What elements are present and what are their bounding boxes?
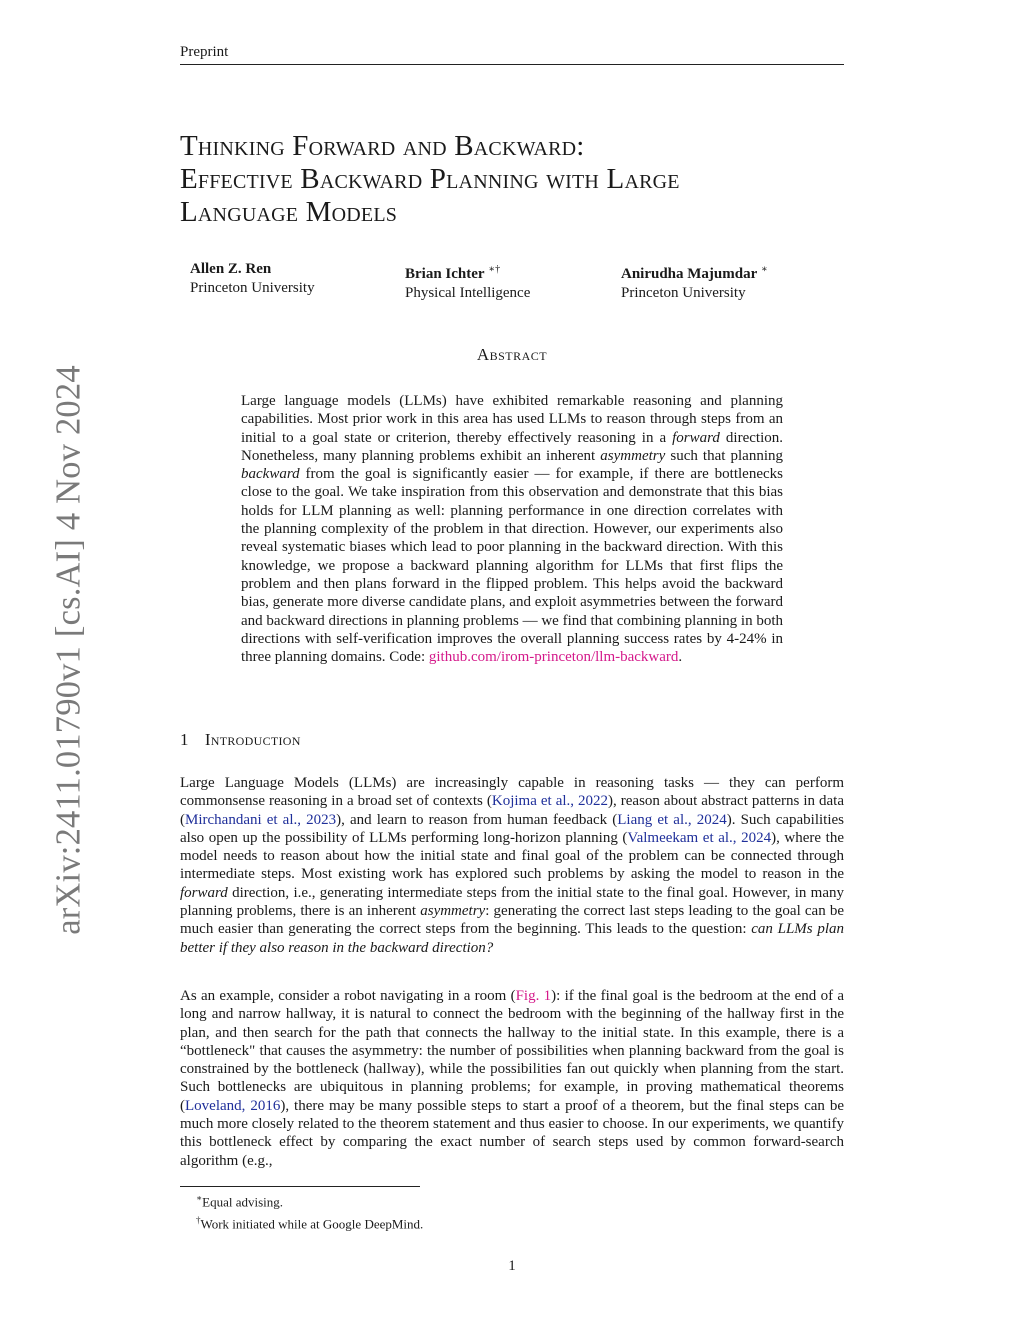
citation-link[interactable]: Liang et al., 2024 [617,811,727,828]
body-text: : generating the correct last steps leading to the goal can be much easier than generating the correct steps from the beginning. This leads to the question: [180,903,845,938]
footnote-divider [180,1186,420,1187]
section-title: Introduction [204,730,301,749]
author-affiliation: Physical Intelligence [405,285,531,301]
abstract-emphasis: backward [241,466,300,483]
title-line: Language Models [180,196,398,228]
author-block [621,260,768,303]
abstract-heading: Abstract [476,345,548,364]
arxiv-stamp-text: arXiv:2411.01790v1 [cs.AI] 4 Nov 2024 [49,365,88,935]
body-emphasis: can LLMs plan better if they also reason in the backward direction? [180,921,844,956]
intro-paragraph-1 [180,774,844,957]
title-line: Effective Backward Planning with Large [180,163,680,195]
paper-title [180,130,844,229]
footnote-text: Equal advising. [202,1194,284,1210]
citation-link[interactable]: Valmeekam et al., 2024 [627,829,772,846]
footnotes [196,1189,423,1234]
body-emphasis: asymmetry [420,903,486,920]
code-link[interactable]: github.com/irom-princeton/llm-backward [428,649,679,666]
arxiv-stamp [49,365,88,935]
citation-link[interactable]: Mirchandani et al., 2023 [185,811,337,828]
abstract-text: direction. Nonetheless, many planning problems exhibit an inherent [241,429,783,464]
intro-paragraph-2 [180,987,844,1170]
author-marks: ∗ [761,264,768,275]
figure-link[interactable]: Fig. 1 [515,988,552,1004]
body-text: ), where the model needs to reason about how the initial state and final goal of the problem can be connected through intermediate steps. Most existing work has explored such problems by asking the model to reason in the [180,829,844,883]
abstract-text: from the goal is significantly easier — for example, if there are bottlenecks close to the goal. We take inspiration from this observation and demonstrate that this bias holds for LLM planning as well: planning performance in one direction correlates with the planning complexity of the problem in that direction. However, our experiments also reveal systematic biases which lead to poor planning in the backward direction. With this knowledge, we propose a backward planning algorithm for LLMs that first flips the problem and then plans forward in the flipped problem. This helps avoid the backward bias, generate more diverse candidate plans, and exploit asymmetries between the forward and backward directions in planning problems — we find that combining planning in both directions with self-verification improves the overall planning success rates by 4-24% in three planning domains. Code: [241,466,783,666]
author-marks: ∗† [488,264,501,275]
body-text: ), and learn to reason from human feedback ( [336,811,618,828]
title-line: Thinking Forward and Backward: [180,130,585,162]
abstract-body [241,392,783,666]
footnote [196,1211,423,1233]
page-number: 1 [508,1258,516,1274]
author-name: Anirudha Majumdar [621,266,758,282]
abstract-text: Large language models (LLMs) have exhibited remarkable reasoning and planning capabilities. Most prior work in this area has used LLMs to reason through steps from an initial to a goal state or criterion, thereby effectively reasoning in a [241,393,783,446]
footnote-mark: ∗ [196,1193,203,1203]
body-text: ), reason about abstract patterns in data ( [180,793,844,828]
author-name: Brian Ichter [405,266,485,282]
section-heading-introduction [180,730,301,750]
author-block [190,260,315,298]
body-text: ). Such capabilities also open up the possibility of LLMs performing long-horizon planning ( [180,811,844,846]
body-text: direction, i.e., generating intermediate steps from the initial state to the final goal. However, in many planning problems, there is an inherent [180,884,844,920]
author-affiliation: Princeton University [621,285,746,301]
abstract-text: such that planning [665,447,784,464]
running-header [180,44,844,65]
section-number: 1 [180,730,189,749]
body-text: ): if the final goal is the bedroom at the end of a long and narrow hallway, it is natural to connect the bedroom with the beginning of the hallway first in the plan, and then search for the path that connects the hallway to the initial state. In this example, there is a “bottleneck" that causes the asymmetry: the number of possibilities when planning backward from the goal is constrained by the bottleneck (hallway), while the possibilities fan out quickly when planning from the start. Such bottlenecks are ubiquitous in planning problems; for example, in proving mathematical theorems ( [180,988,845,1114]
footnote [196,1189,423,1211]
abstract-text: . [678,649,683,666]
abstract-emphasis: asymmetry [600,447,666,464]
footnote-mark: † [196,1215,201,1226]
author-block [405,260,530,303]
author-affiliation: Princeton University [190,280,315,296]
author-name: Allen Z. Ren [190,261,272,277]
citation-link[interactable]: Kojima et al., 2022 [491,793,609,810]
running-header-label: Preprint [180,44,229,60]
body-text: ), there may be many possible steps to start a proof of a theorem, but the final steps can be much more closely related to the theorem statement and thus easier to choose. In our experiments, we quantify this bottleneck effect by comparing the exact number of search steps used by common forward-search algorithm (e.g., [180,1097,844,1169]
abstract-emphasis: forward [672,429,720,446]
body-text: As an example, consider a robot navigating in a room ( [180,988,516,1004]
body-emphasis: forward [180,884,228,901]
citation-link[interactable]: Loveland, 2016 [185,1097,281,1114]
body-text: Large Language Models (LLMs) are increasingly capable in reasoning tasks — they can perform commonsense reasoning in a broad set of contexts ( [180,775,844,810]
footnote-text: Work initiated while at Google DeepMind. [200,1216,424,1232]
